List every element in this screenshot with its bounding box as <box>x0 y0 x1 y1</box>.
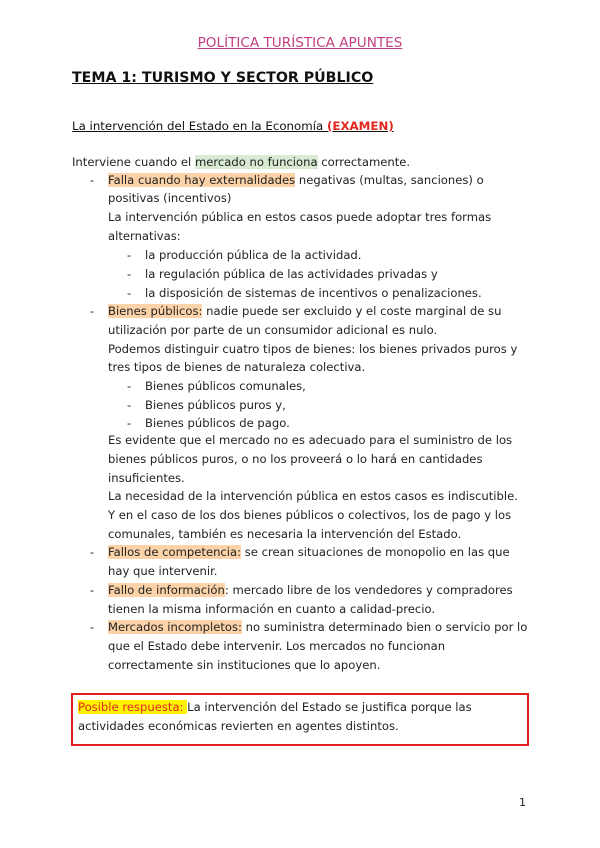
highlight-information: Fallo de información <box>108 583 225 597</box>
text-line: La necesidad de la intervención pública en estos casos es indiscutible. <box>108 489 518 503</box>
bullet-dash: - <box>127 416 132 430</box>
bullet-dash: - <box>127 379 132 393</box>
page-number: 1 <box>519 796 526 809</box>
item-information: Fallo de información: mercado libre de los vendedores y compradores <box>108 583 513 597</box>
text-line: tienen la misma información en cuanto a calidad-precio. <box>108 602 436 616</box>
subsection-heading <box>72 117 394 135</box>
section-heading: TEMA 1: TURISMO Y SECTOR PÚBLICO <box>72 70 374 86</box>
text-line: La intervención pública en estos casos puede adoptar tres formas <box>108 210 492 224</box>
bullet-dash: - <box>90 620 95 634</box>
sub-item: la disposición de sistemas de incentivos o penalizaciones. <box>145 286 482 300</box>
text-line: bienes públicos puros, o no los proveerá o lo hará en cantidades <box>108 452 483 466</box>
text-line: positivas (incentivos) <box>108 191 232 205</box>
text-line: tres tipos de bienes de naturaleza colectiva. <box>108 360 366 374</box>
text-line: insuficientes. <box>108 471 185 485</box>
highlight-market: mercado no funciona <box>194 155 318 169</box>
bullet-dash: - <box>127 286 132 300</box>
bullet-dash: - <box>127 248 132 262</box>
answer-line: Posible respuesta: La intervención del Estado se justifica porque las <box>78 700 472 714</box>
document-title: POLÍTICA TURÍSTICA APUNTES <box>197 35 403 51</box>
item-incomplete-markets: Mercados incompletos: no suministra determinado bien o servicio por lo <box>108 620 528 634</box>
sub-item: la producción pública de la actividad. <box>145 248 362 262</box>
subsection-heading-text: La intervención del Estado en la Economía <box>72 119 327 133</box>
text-line: actividades económicas revierten en agentes distintos. <box>78 719 399 733</box>
highlight-incomplete-markets: Mercados incompletos: <box>108 620 242 634</box>
bullet-dash: - <box>90 173 95 187</box>
highlight-competition: Fallos de competencia: <box>108 545 242 559</box>
bullet-dash: - <box>90 304 95 318</box>
bullet-dash: - <box>90 545 95 559</box>
text-line: utilización por parte de un consumidor adicional es nulo. <box>108 323 438 337</box>
intro-line: Interviene cuando el mercado no funciona correctamente. <box>72 155 411 169</box>
text-line: comunales, también es necesaria la intervención del Estado. <box>108 527 462 541</box>
text-line: Es evidente que el mercado no es adecuado para el suministro de los <box>108 433 513 447</box>
text-line: correctamente sin instituciones que lo apoyen. <box>108 658 381 672</box>
bullet-dash: - <box>127 267 132 281</box>
sub-item: Bienes públicos puros y, <box>145 398 286 412</box>
bullet-dash: - <box>127 398 132 412</box>
highlight-public-goods: Bienes públicos: <box>108 304 203 318</box>
text-line: Y en el caso de los dos bienes públicos o colectivos, los de pago y los <box>108 508 512 522</box>
answer-label: Posible respuesta: <box>78 700 188 714</box>
item-externalities: Falla cuando hay externalidades negativas (multas, sanciones) o <box>108 173 484 187</box>
sub-item: Bienes públicos comunales, <box>145 379 306 393</box>
text-line: alternativas: <box>108 229 181 243</box>
sub-item: Bienes públicos de pago. <box>145 416 290 430</box>
sub-item: la regulación pública de las actividades privadas y <box>145 267 438 281</box>
text-line: hay que intervenir. <box>108 564 218 578</box>
highlight-externalities: Falla cuando hay externalidades <box>108 173 296 187</box>
text-line: que el Estado debe intervenir. Los mercados no funcionan <box>108 639 446 653</box>
item-public-goods: Bienes públicos: nadie puede ser excluido y el coste marginal de su <box>108 304 502 318</box>
exam-tag: (EXAMEN) <box>327 119 394 133</box>
item-competition: Fallos de competencia: se crean situaciones de monopolio en las que <box>108 545 510 559</box>
bullet-dash: - <box>90 583 95 597</box>
text-line: Podemos distinguir cuatro tipos de bienes: los bienes privados puros y <box>108 342 518 356</box>
